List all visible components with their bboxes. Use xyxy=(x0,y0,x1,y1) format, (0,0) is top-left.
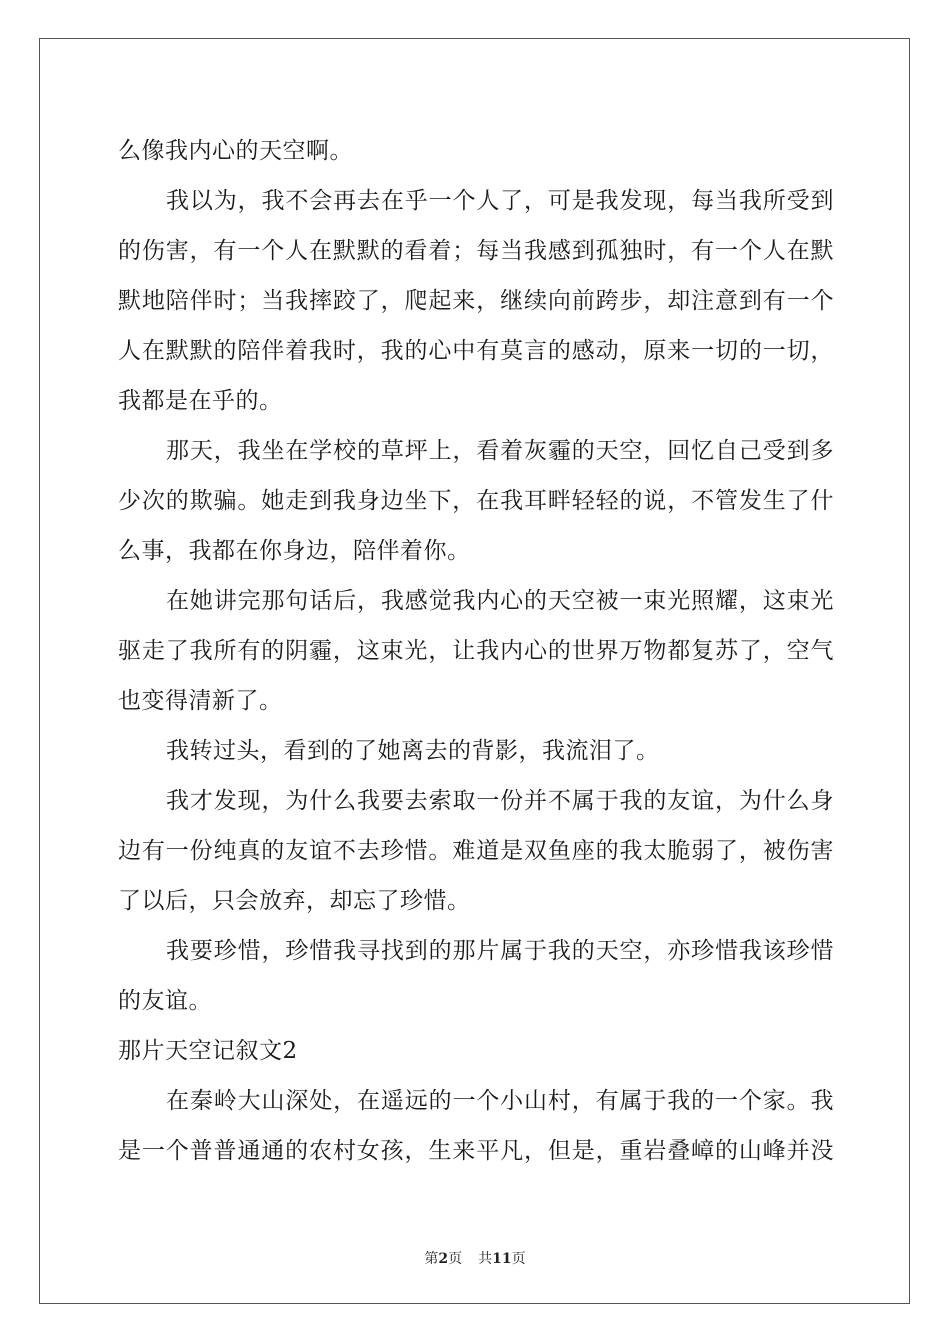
text-line: 的伤害，有一个人在默默的看着；每当我感到孤独时，有一个人在默 xyxy=(118,238,834,264)
text-line: 我才发现，为什么我要去索取一份并不属于我的友谊，为什么身 xyxy=(166,788,834,814)
text-line: 那天，我坐在学校的草坪上，看着灰霾的天空，回忆自己受到多 xyxy=(166,438,834,464)
text-line: 驱走了我所有的阴霾，这束光，让我内心的世界万物都复苏了，空气 xyxy=(118,638,834,664)
document-body xyxy=(118,126,834,1176)
footer-page-suffix: 页 xyxy=(448,1251,463,1267)
text-line: 的友谊。 xyxy=(118,988,212,1014)
text-line: 是一个普普通通的农村女孩，生来平凡，但是，重岩叠嶂的山峰并没 xyxy=(118,1138,834,1164)
text-line: 那片天空记叙文2 xyxy=(118,1038,298,1064)
footer-total-prefix: 共 xyxy=(478,1251,493,1267)
text-line: 在秦岭大山深处，在遥远的一个小山村，有属于我的一个家。我 xyxy=(166,1088,834,1114)
footer-page-number: 2 xyxy=(438,1251,449,1267)
text-line: 边有一份纯真的友谊不去珍惜。难道是双鱼座的我太脆弱了，被伤害 xyxy=(118,838,834,864)
page-footer xyxy=(0,1248,950,1268)
footer-total-number: 11 xyxy=(492,1251,512,1267)
footer-total-suffix: 页 xyxy=(511,1251,526,1267)
text-line: 么像我内心的天空啊。 xyxy=(118,138,353,164)
text-line: 我要珍惜，珍惜我寻找到的那片属于我的天空，亦珍惜我该珍惜 xyxy=(166,938,834,964)
text-line: 我转过头，看到的了她离去的背影，我流泪了。 xyxy=(166,738,660,764)
text-line: 我以为，我不会再去在乎一个人了，可是我发现，每当我所受到 xyxy=(166,188,834,214)
text-line: 默地陪伴时；当我摔跤了，爬起来，继续向前跨步，却注意到有一个 xyxy=(118,288,834,314)
text-line: 我都是在乎的。 xyxy=(118,388,283,414)
text-line: 在她讲完那句话后，我感觉我内心的天空被一束光照耀，这束光 xyxy=(166,588,834,614)
text-line: 人在默默的陪伴着我时，我的心中有莫言的感动，原来一切的一切， xyxy=(118,338,834,364)
text-line: 也变得清新了。 xyxy=(118,688,283,714)
footer-page-prefix: 第 xyxy=(424,1251,439,1267)
text-line: 了以后，只会放弃，却忘了珍惜。 xyxy=(118,888,471,914)
text-line: 少次的欺骗。她走到我身边坐下，在我耳畔轻轻的说，不管发生了什 xyxy=(118,488,834,514)
text-line: 么事，我都在你身边，陪伴着你。 xyxy=(118,538,471,564)
